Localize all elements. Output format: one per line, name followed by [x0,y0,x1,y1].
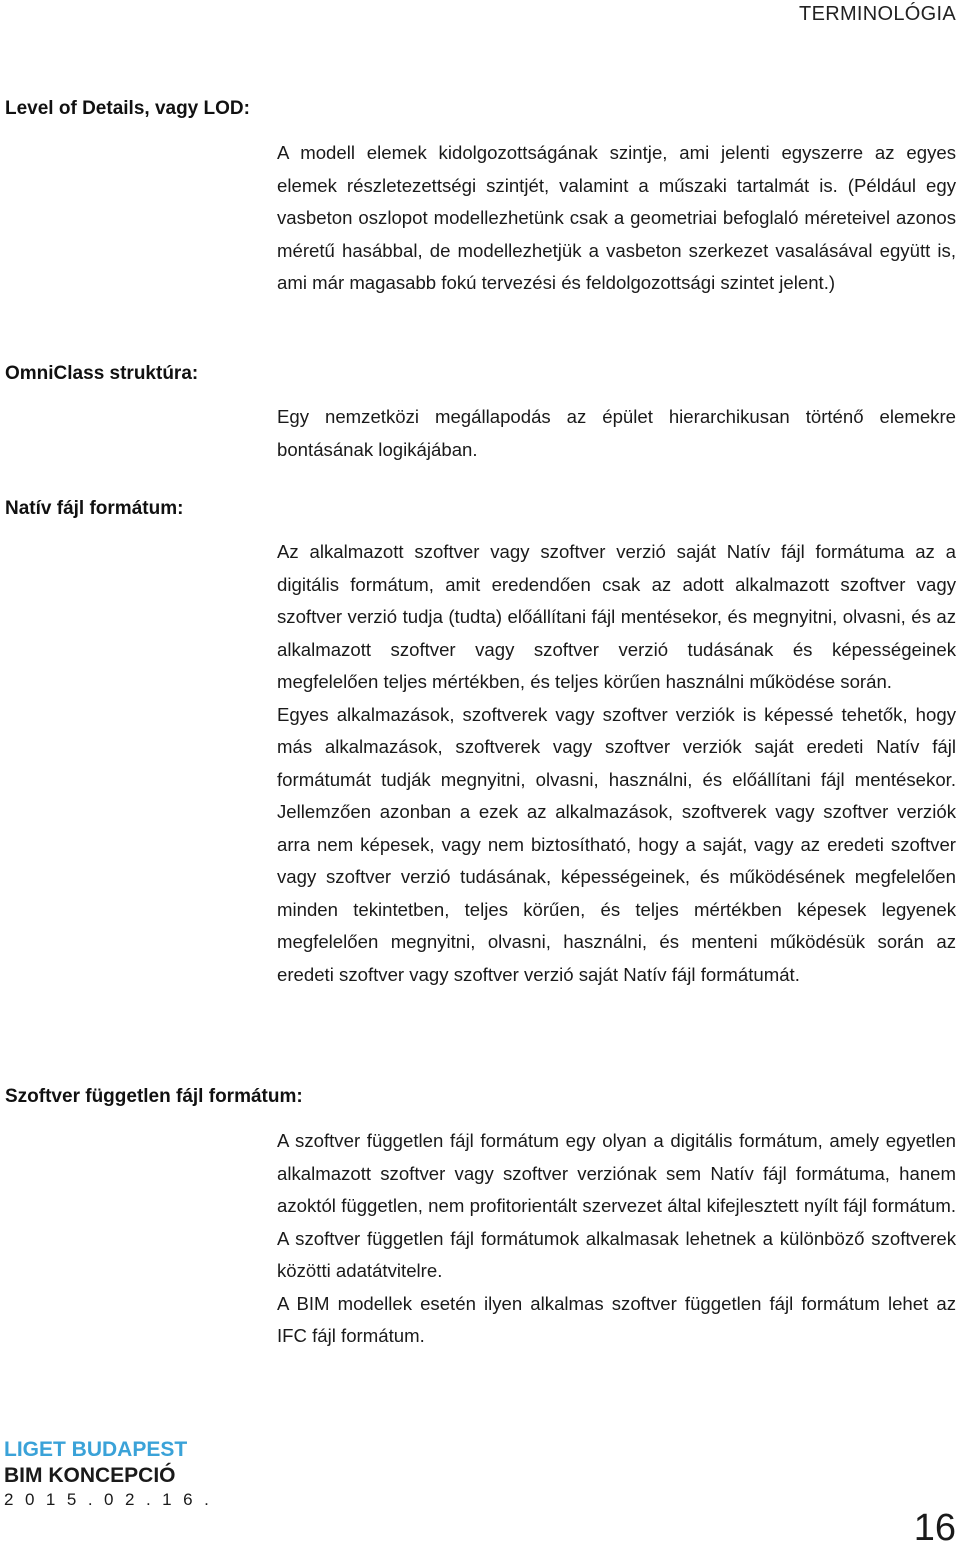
term-native-file-format: Natív fájl formátum: [5,498,184,519]
page-number: 16 [913,1507,956,1549]
definition-paragraph: A szoftver független fájl formátum egy olyan a digitális formátum, amely egyetlen alkalmazott szoftver vagy szoftver verziónak sem Natív fájl formátuma, hanem azoktól független, nem profitorientált szervezet által kifejlesztett nyílt fájl formátum. A szoftver független fájl formátumok alkalmasak lehetnek a különböző szoftverek közötti adatátvitelre. [277,1130,956,1281]
definition-lod [277,137,956,300]
logo-date: 2015.02.16. [4,1490,221,1509]
definition-paragraph: A BIM modellek esetén ilyen alkalmas szoftver független fájl formátum lehet az IFC fájl formátum. [277,1292,956,1346]
logo-line-liget-budapest: LIGET BUDAPEST [4,1438,188,1461]
page-header-title: TERMINOLÓGIA [799,3,956,25]
definition-paragraph: Egy nemzetközi megállapodás az épület hierarchikusan történő elemekre bontásának logikájában. [277,406,956,460]
definition-software-independent-format [277,1125,956,1353]
logo-line-bim-koncepcio: BIM KONCEPCIÓ [4,1464,176,1487]
definition-paragraph: Az alkalmazott szoftver vagy szoftver verzió saját Natív fájl formátuma az a digitális formátum, amit eredendően csak az adott alkalmazott szoftver vagy szoftver verzió tudja (tudta) előállítani fájl mentésekor, és megnyitni, olvasni, és az alkalmazott szoftver vagy szoftver verzió tudásának és képességeinek megfelelően teljes mértékben, és teljes körűen használni működése során. [277,541,956,692]
definition-omniclass [277,401,956,466]
definition-paragraph: Egyes alkalmazások, szoftverek vagy szoftver verziók is képessé tehetők, hogy más alkalmazások, szoftverek vagy szoftver verziók saját eredeti Natív fájl formátumát tudják megnyitni, olvasni, használni, és előállítani fájl mentésekor. Jellemzően azonban a ezek az alkalmazások, szoftverek vagy szoftver verziók arra nem képesek, vagy nem biztosítható, hogy a saját, vagy az eredeti szoftver vagy szoftver verzió tudásának, képességeinek, és működésének megfelelően minden tekintetben, teljes körűen, és teljes mértékben képesek legyenek megfelelően megnyitni, olvasni, használni, és menteni működésük során az eredeti szoftver vagy szoftver verzió saját Natív fájl formátumát. [277,703,956,985]
definition-native-file-format [277,536,956,991]
term-omniclass: OmniClass struktúra: [5,363,199,384]
footer-logo [4,1437,220,1511]
definition-paragraph: A modell elemek kidolgozottságának szintje, ami jelenti egyszerre az egyes elemek részletezettségi szintjét, valamint a műszaki tartalmát is. (Például egy vasbeton oszlopot modellezhetünk csak a geometriai befoglaló méreteivel azonos méretű hasábbal, de modellezhetjük a vasbeton szerkezet vasalásával együtt is, ami már magasabb fokú tervezési és feldolgozottsági szintet jelent.) [277,142,956,293]
term-software-independent-format: Szoftver független fájl formátum: [5,1086,303,1107]
term-lod: Level of Details, vagy LOD: [5,98,250,119]
